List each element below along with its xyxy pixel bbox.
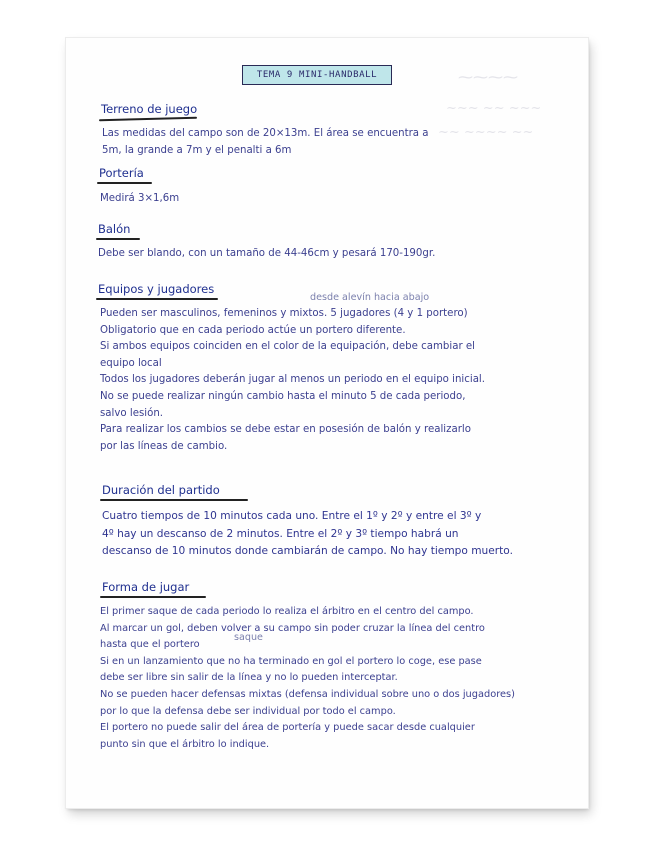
bleed-through-text: ~~~ ~~ ~~~ [446,101,542,116]
text-line: Si en un lanzamiento que no ha terminado en gol el portero lo coge, ese pase [100,655,482,667]
section-heading: Forma de jugar [102,580,190,594]
text-line: Debe ser blando, con un tamaño de 44-46cm y pesará 170-190gr. [98,248,436,259]
section-heading: Portería [99,166,144,180]
text-line: Obligatorio que en cada periodo actúe un portero diferente. [100,324,406,336]
text-line: hasta que el portero [100,639,200,651]
section-body [100,604,540,753]
text-line: Todos los jugadores deberán jugar al menos un periodo en el equipo inicial. [100,374,486,386]
section-body [100,191,540,208]
text-line: salvo lesión. [100,407,164,419]
text-line: descanso de 10 minutos donde cambiarán de campo. No hay tiempo muerto. [102,545,513,557]
text-line: Las medidas del campo son de 20×13m. El área se encuentra a [102,128,429,139]
heading-underline [100,596,206,598]
heading-underline [97,182,152,184]
notebook-page [66,38,588,808]
text-line: 4º hay un descanso de 2 minutos. Entre el 2º y 3º tiempo habrá un [102,527,459,540]
text-line: Al marcar un gol, deben volver a su campo sin poder cruzar la línea del centro [100,622,485,634]
text-line: Medirá 3×1,6m [100,193,180,204]
section-body [102,508,542,561]
text-line: No se pueden hacer defensas mixtas (defensa individual sobre uno o dos jugadores) [100,688,515,700]
section-body [98,246,538,263]
bleed-through-text: ~~ ~~~~ ~~ [438,125,534,140]
text-line: debe ser libre sin salir de la línea y no lo pueden interceptar. [100,672,398,684]
text-line: 5m, la grande a 7m y el penalti a 6m [102,144,292,156]
section-body [100,306,540,455]
heading-underline [99,117,197,121]
margin-note: saque [234,632,263,643]
text-line: Cuatro tiempos de 10 minutos cada uno. Entre el 1º y 2º y entre el 3º y [102,510,482,522]
section-body [102,126,542,159]
text-line: por las líneas de cambio. [100,440,228,452]
section-heading: Terreno de juego [101,102,198,116]
page-title: TEMA 9 MINI-HANDBALL [242,65,392,85]
section-heading: Equipos y jugadores [98,282,215,296]
section-heading: Balón [98,222,131,236]
heading-underline [96,238,140,240]
text-line: El portero no puede salir del área de portería y puede sacar desde cualquier [100,722,475,734]
text-line: Si ambos equipos coinciden en el color de la equipación, debe cambiar el [100,341,475,353]
text-line: Pueden ser masculinos, femeninos y mixtos. 5 jugadores (4 y 1 portero) [100,308,468,319]
text-line: Para realizar los cambios se debe estar en posesión de balón y realizarlo [100,424,471,436]
text-line: por lo que la defensa debe ser individual por todo el campo. [100,705,396,717]
margin-note: desde alevín hacia abajo [310,292,430,303]
text-line: punto sin que el árbitro lo indique. [100,738,270,750]
text-line: equipo local [100,357,162,369]
section-heading: Duración del partido [102,483,220,497]
text-line: El primer saque de cada periodo lo realiza el árbitro en el centro del campo. [100,606,474,617]
bleed-through-text: ⁓⁓⁓⁓ [458,68,518,86]
heading-underline [100,499,248,501]
heading-underline [96,298,218,300]
text-line: No se puede realizar ningún cambio hasta el minuto 5 de cada periodo, [100,390,466,402]
